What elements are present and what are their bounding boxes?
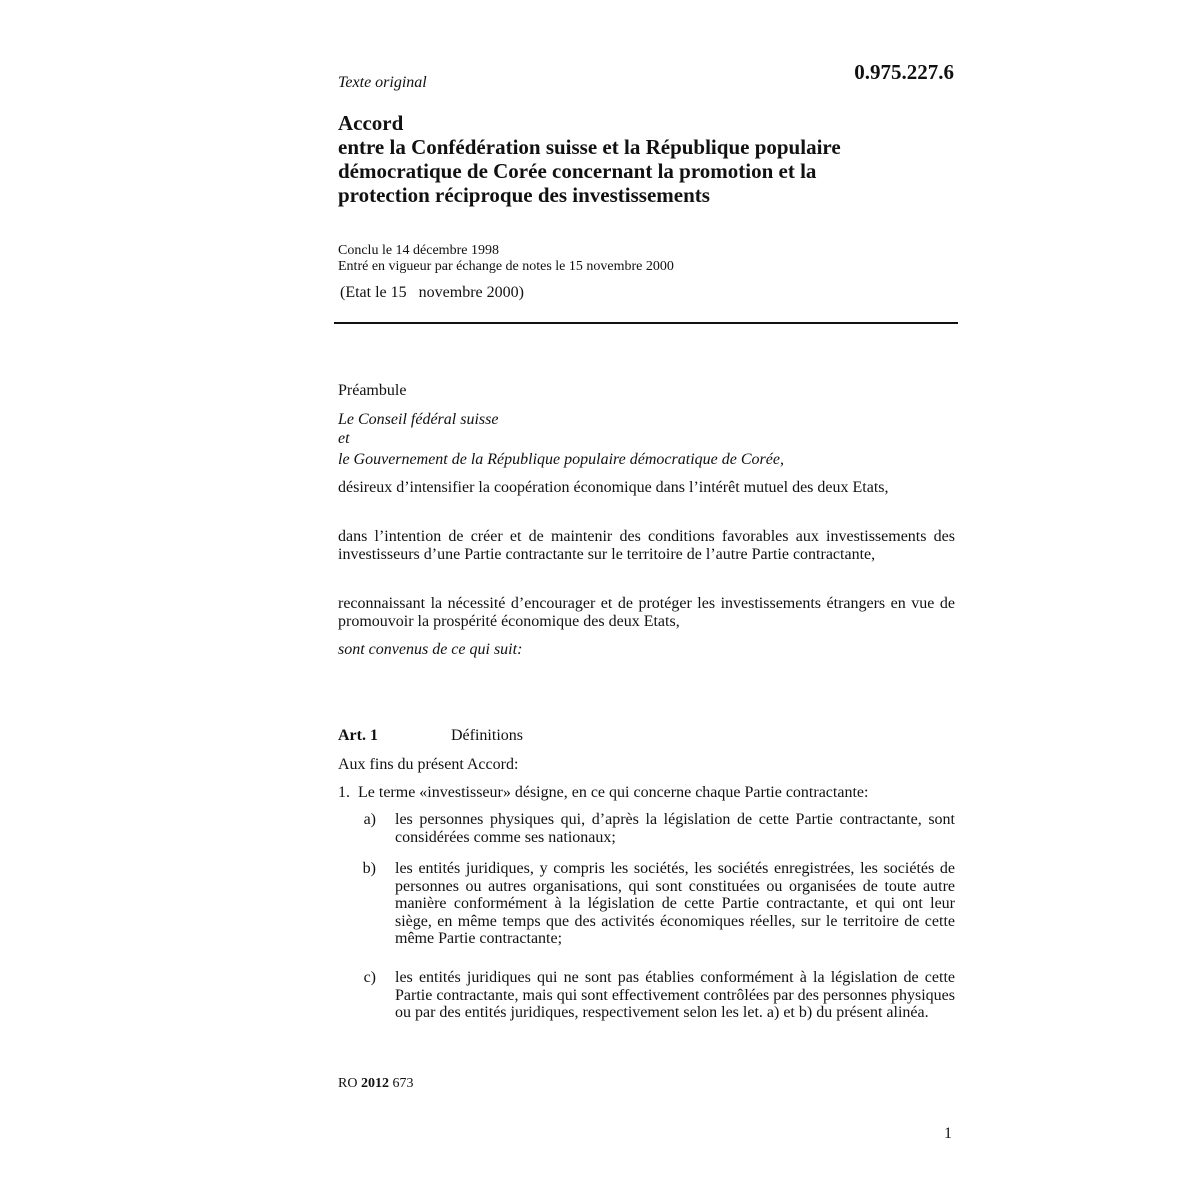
- list-item-text: les personnes physiques qui, d’après la législation de cette Partie contractante, sont considérées comme ses nationaux;: [395, 811, 955, 846]
- title-line: Accord: [338, 111, 404, 135]
- ro-year: 2012: [360, 1076, 389, 1091]
- preamble-paragraph: dans l’intention de créer et de maintenir des conditions favorables aux investissements des investisseurs d’une Partie contractante sur le territoire de l’autre Partie contractante,: [338, 528, 955, 563]
- list-item: [338, 969, 955, 1022]
- list-item-letter: a): [363, 811, 376, 828]
- article-item-1: 1. Le terme «investisseur» désigne, en ce qui concerne chaque Partie contractante:: [338, 784, 869, 801]
- ro-page: 673: [392, 1076, 414, 1091]
- document-meta: [338, 243, 674, 275]
- preamble-closing: sont convenus de ce qui suit:: [338, 641, 523, 658]
- status-date: (Etat le 15 novembre 2000): [340, 284, 524, 301]
- article-title: Définitions: [451, 727, 523, 744]
- page-number: 1: [944, 1125, 952, 1142]
- party-swiss: Le Conseil fédéral suisse: [338, 411, 499, 428]
- list-item-letter: b): [362, 860, 376, 877]
- article-number: Art. 1: [338, 727, 378, 744]
- list-item-text: les entités juridiques qui ne sont pas établies conformément à la législation de cette Partie contractante, mais qui sont effectivement contrôlées par des personnes physiques ou par des entités juridiques, respectivement selon les let. a) et b) du présent alinéa.: [395, 969, 955, 1021]
- party-dprk: le Gouvernement de la République populaire démocratique de Corée,: [338, 451, 784, 468]
- ro-prefix: RO: [338, 1076, 358, 1091]
- official-compilation-reference: [338, 1076, 413, 1092]
- article-intro: Aux fins du présent Accord:: [338, 756, 519, 773]
- article-heading: [338, 727, 523, 745]
- header-divider: [334, 322, 958, 324]
- entry-into-force: Entré en vigueur par échange de notes le 15 novembre 2000: [338, 259, 674, 274]
- preamble-paragraph: désireux d’intensifier la coopération économique dans l’intérêt mutuel des deux Etats,: [338, 479, 889, 496]
- concluded-date: Conclu le 14 décembre 1998: [338, 243, 499, 258]
- title-line: démocratique de Corée concernant la promotion et la: [338, 159, 817, 183]
- title-line: protection réciproque des investissements: [338, 183, 710, 207]
- list-item: [338, 860, 955, 948]
- list-item-letter: c): [363, 969, 376, 986]
- preamble-paragraph: reconnaissant la nécessité d’encourager et de protéger les investissements étrangers en vue de promouvoir la prospérité économique des deux Etats,: [338, 595, 955, 630]
- list-item-text: les entités juridiques, y compris les sociétés, les sociétés enregistrées, les sociétés de personnes ou autres organisations, qui sont constituées ou organisées de toute autre manière conformément à la législation de cette Partie contractante, et qui ont leur siège, en même temps que des activités économiques réelles, sur le territoire de cette même Partie contractante;: [395, 860, 955, 947]
- original-text-label: Texte original: [338, 74, 427, 91]
- list-item: [338, 811, 955, 846]
- title-line: entre la Confédération suisse et la République populaire: [338, 135, 841, 159]
- preamble-heading: Préambule: [338, 382, 407, 399]
- document-number: 0.975.227.6: [854, 60, 954, 84]
- party-conjunction: et: [338, 430, 350, 447]
- document-title: [338, 111, 958, 207]
